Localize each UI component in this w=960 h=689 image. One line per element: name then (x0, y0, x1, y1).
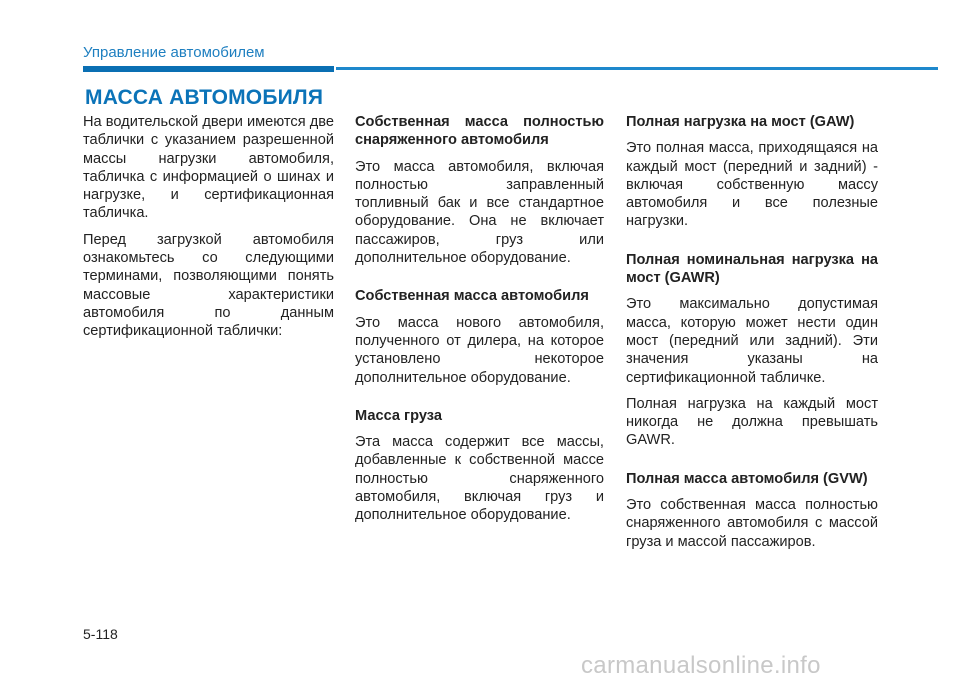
section-header: Управление автомобилем (83, 44, 265, 61)
header-bar-dark (83, 66, 334, 72)
subheading: Полная масса автомобиля (GVW) (626, 470, 868, 487)
watermark: carmanualsonline.info (581, 652, 821, 679)
paragraph: Эта масса содержит все массы, добавленные к собственной массе полностью снаряженного автомобиля, включая груз и дополнительное оборудование. (355, 434, 604, 524)
paragraph: На водительской двери имеются две таблички с указанием разрешенной массы нагрузки автомобиля, табличка с информацией о шинах и нагрузке, и сертификационная табличка. (83, 114, 334, 222)
paragraph: Перед загрузкой автомобиля ознакомьтесь со следующими терминами, позволяющими понять массовые характеристики автомобиля по данным сертификационной таблички: (83, 231, 334, 340)
column-2 (355, 113, 604, 525)
subheading: Полная нагрузка на мост (GAW) (626, 114, 855, 130)
paragraph: Это масса автомобиля, включая полностью заправленный топливный бак и все стандартное оборудование. Она не включает пассажиров, груз или дополнительное оборудование. (355, 158, 604, 267)
paragraph: Полная нагрузка на каждый мост никогда не должна превышать GAWR. (626, 395, 878, 449)
paragraph: Это собственная масса полностью снаряженного автомобиля с массой груза и массой пассажиров. (626, 497, 878, 550)
subheading: Масса груза (355, 407, 442, 424)
page-title: МАССА АВТОМОБИЛЯ (85, 86, 324, 109)
subheading: Собственная масса автомобиля (355, 288, 589, 305)
paragraph: Это максимально допустимая масса, которую может нести один мост (передний или задний). Эти значения указаны на сертификационной табличке. (626, 296, 878, 386)
paragraph: Это масса нового автомобиля, полученного от дилера, на которое установлено некоторое дополнительное оборудование. (355, 314, 604, 386)
header-bar-light (336, 67, 938, 70)
subheading: Собственная масса полностью снаряженного автомобиля (355, 114, 604, 149)
subheading: Полная номинальная нагрузка на мост (GAWR) (626, 251, 878, 287)
page-number: 5-118 (83, 626, 118, 642)
column-3 (626, 113, 878, 551)
paragraph: Это полная масса, приходящаяся на каждый мост (передний и задний) - включая собственную массу автомобиля и все полезные нагрузки. (626, 140, 878, 230)
column-1 (83, 113, 334, 341)
